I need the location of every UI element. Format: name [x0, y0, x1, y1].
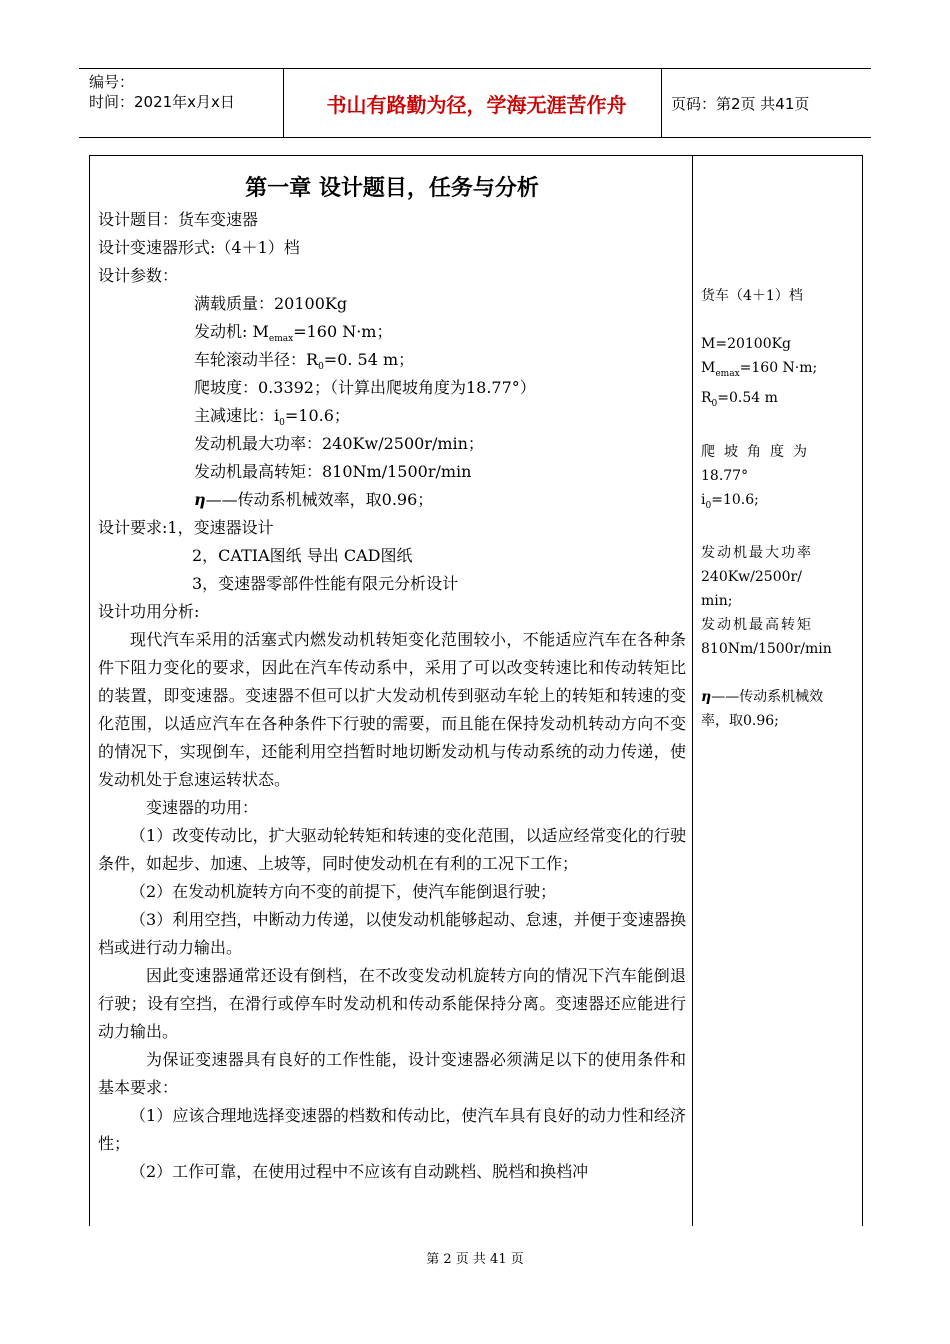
main-column — [98, 156, 686, 1186]
note-power-value: 240Kw/2500r/ — [701, 569, 802, 586]
header-page-info: 页码：第2页 共41页 — [671, 95, 810, 113]
page-footer: 第 2 页 共 41 页 — [426, 1252, 524, 1267]
number-label: 编号： — [89, 73, 135, 91]
note-efficiency-value: 率，取0.96; — [701, 713, 779, 730]
requirement-3: 3，变速器零部件性能有限元分析设计 — [192, 574, 459, 593]
notes-column — [701, 284, 851, 733]
param-ratio: 主减速比：$i_0=10.6$； — [194, 406, 350, 429]
chapter-title: 第一章 设计题目，任务与分析 — [245, 176, 539, 201]
param-engine: 发动机: $M_{emax}=160$ N·m； — [194, 322, 393, 345]
note-power-unit: min; — [701, 593, 733, 610]
paragraph: （2）工作可靠，在使用过程中不应该有自动跳档、脱档和换档冲 — [130, 1162, 589, 1181]
note-slope-value: 18.77° — [701, 467, 749, 484]
requirement-2: 2，CATIA图纸 导出 CAD图纸 — [192, 546, 413, 565]
param-radius: 车轮滚动半径：$R_0=0$. 54 m； — [194, 350, 415, 373]
param-mass: 满载质量：20100Kg — [194, 294, 348, 313]
note-engine: $M_{emax}=160$ N·m; — [701, 360, 818, 379]
note-power-label: 发动机最大功率 — [701, 545, 813, 562]
note-mass: M=20100Kg — [701, 336, 792, 352]
header-motto: 书山有路勤为径，学海无涯苦作舟 — [326, 93, 627, 117]
time-label: 时间：2021年x月x日 — [89, 93, 235, 111]
header-meta — [89, 72, 235, 112]
design-form: 设计变速器形式:（4＋1）档 — [98, 238, 300, 257]
note-torque-label: 发动机最高转矩 — [701, 617, 813, 634]
header-divider — [661, 69, 662, 137]
param-slope: 爬坡度：0.3392；（计算出爬坡角度为18.77°） — [194, 378, 536, 397]
param-efficiency: η——传动系机械效率，取0.96； — [194, 490, 434, 509]
note-radius: $R_0=0.54$ m — [701, 389, 778, 409]
paragraph: 变速器的功用： — [146, 798, 259, 817]
function-label: 设计功用分析: — [98, 602, 200, 621]
note-efficiency: η——传动系机械效 — [701, 689, 824, 706]
column-divider — [692, 156, 693, 1226]
page-header — [79, 68, 871, 138]
param-torque: 发动机最高转矩：810Nm/1500r/min — [194, 462, 472, 481]
paragraph: （1）应该合理地选择变速器的档数和传动比，使汽车具有良好的动力性和经济性； — [98, 1106, 686, 1153]
params-label: 设计参数： — [98, 266, 179, 285]
design-topic: 设计题目：货车变速器 — [98, 210, 259, 229]
note-slope-label: 爬坡角度为 — [701, 443, 816, 460]
paragraph: 为保证变速器具有良好的工作性能，设计变速器必须满足以下的使用条件和基本要求： — [98, 1050, 686, 1097]
paragraph: （1）改变传动比，扩大驱动轮转矩和转速的变化范围，以适应经常变化的行驶条件，如起步、加速、上坡等，同时使发动机在有利的工况下工作； — [98, 826, 686, 873]
content-table — [89, 155, 863, 1226]
paragraph: （3）利用空挡，中断动力传递，以使发动机能够起动、怠速，并便于变速器换档或进行动力输出。 — [98, 910, 686, 957]
paragraph: （2）在发动机旋转方向不变的前提下，使汽车能倒退行驶； — [130, 882, 557, 901]
paragraph: 现代汽车采用的活塞式内燃发动机转矩变化范围较小，不能适应汽车在各种条件下阻力变化的要求，因此在汽车传动系中，采用了可以改变转速比和传动转矩比的装置，即变速器。变速器不但可以扩大发动机传到驱动车轮上的转矩和转速的变化范围，以适应汽车在各种条件下行驶的需要，而且能在保持发动机转动方向不变的情况下，实现倒车，还能利用空挡暂时地切断发动机与传动系统的动力传递，使发动机处于怠速运转状态。 — [98, 630, 686, 789]
param-power: 发动机最大功率：240Kw/2500r/min； — [194, 434, 484, 453]
note-torque-value: 810Nm/1500r/min — [701, 641, 832, 658]
requirement-1: 设计要求:1，变速器设计 — [98, 518, 274, 537]
note-type: 货车（4＋1）档 — [701, 288, 803, 304]
paragraph: 因此变速器通常还设有倒档，在不改变发动机旋转方向的情况下汽车能倒退行驶；设有空挡，在滑行或停车时发动机和传动系能保持分离。变速器还应能进行动力输出。 — [98, 966, 686, 1041]
note-ratio: $i_0=10.6$; — [701, 491, 759, 511]
